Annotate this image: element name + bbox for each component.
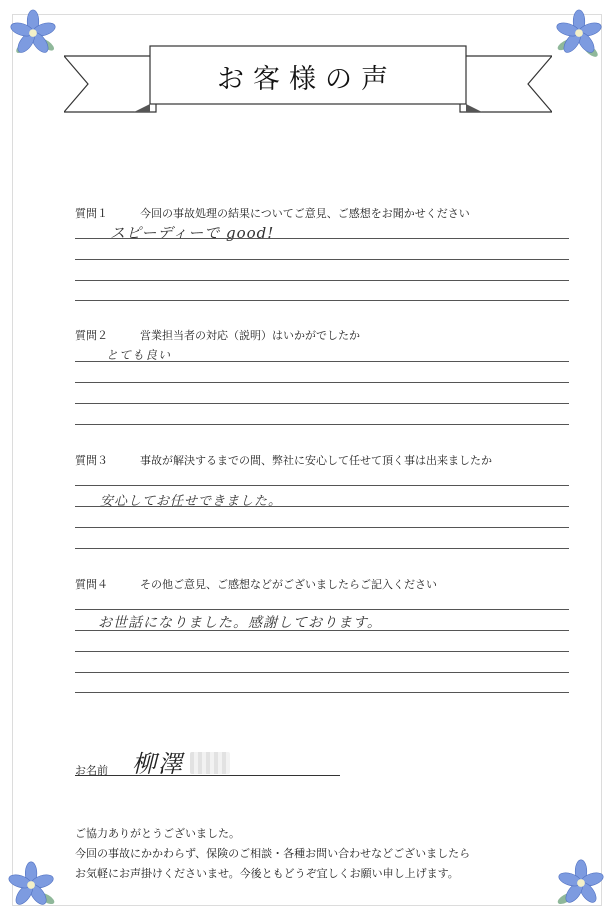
answer-3: 安心してお任せできました。: [100, 494, 283, 509]
name-underline: [75, 775, 340, 776]
answer-line: [75, 548, 569, 549]
answer-line: [75, 672, 569, 673]
question-1-text: 今回の事故処理の結果についてご意見、ご感想をお聞かせください: [140, 207, 470, 220]
flower-decoration-icon: [4, 856, 62, 914]
answer-2: とても良い: [106, 348, 172, 362]
page-title: お客様の声: [217, 63, 397, 95]
answer-line: [75, 259, 569, 260]
answer-line: [75, 485, 569, 486]
question-2-label: 質問２: [75, 329, 108, 342]
flower-decoration-icon: [550, 6, 608, 64]
answer-line: [75, 609, 569, 610]
answer-1: スピーディーで good!: [110, 224, 275, 242]
question-2-text: 営業担当者の対応（説明）はいかがでしたか: [140, 329, 360, 342]
customer-name: 柳澤: [132, 750, 184, 778]
question-4-label: 質問４: [75, 578, 108, 591]
answer-line: [75, 424, 569, 425]
name-label: お名前: [75, 764, 108, 777]
answer-line: [75, 651, 569, 652]
answer-line: [75, 382, 569, 383]
flower-decoration-icon: [552, 854, 610, 912]
closing-line-3: お気軽にお声掛けくださいませ。今後ともどうぞ宜しくお願い申し上げます。: [75, 867, 459, 880]
answer-line: [75, 403, 569, 404]
answer-line: [75, 506, 569, 507]
closing-line-1: ご協力ありがとうございました。: [75, 827, 240, 840]
answer-line: [75, 361, 569, 362]
answer-line: [75, 630, 569, 631]
closing-line-2: 今回の事故にかかわらず、保険のご相談・各種お問い合わせなどございましたら: [75, 847, 471, 860]
question-1-label: 質問１: [75, 207, 108, 220]
question-3-label: 質問３: [75, 454, 108, 467]
answer-line: [75, 527, 569, 528]
answer-line: [75, 238, 569, 239]
question-4-text: その他ご意見、ご感想などがございましたらご記入ください: [140, 578, 437, 591]
redacted-name-area: [190, 752, 230, 774]
question-3-text: 事故が解決するまでの間、弊社に安心して任せて頂く事は出来ましたか: [140, 454, 492, 467]
answer-line: [75, 692, 569, 693]
answer-line: [75, 300, 569, 301]
answer-line: [75, 280, 569, 281]
flower-decoration-icon: [4, 6, 62, 64]
answer-4: お世話になりました。感謝しております。: [98, 615, 382, 631]
